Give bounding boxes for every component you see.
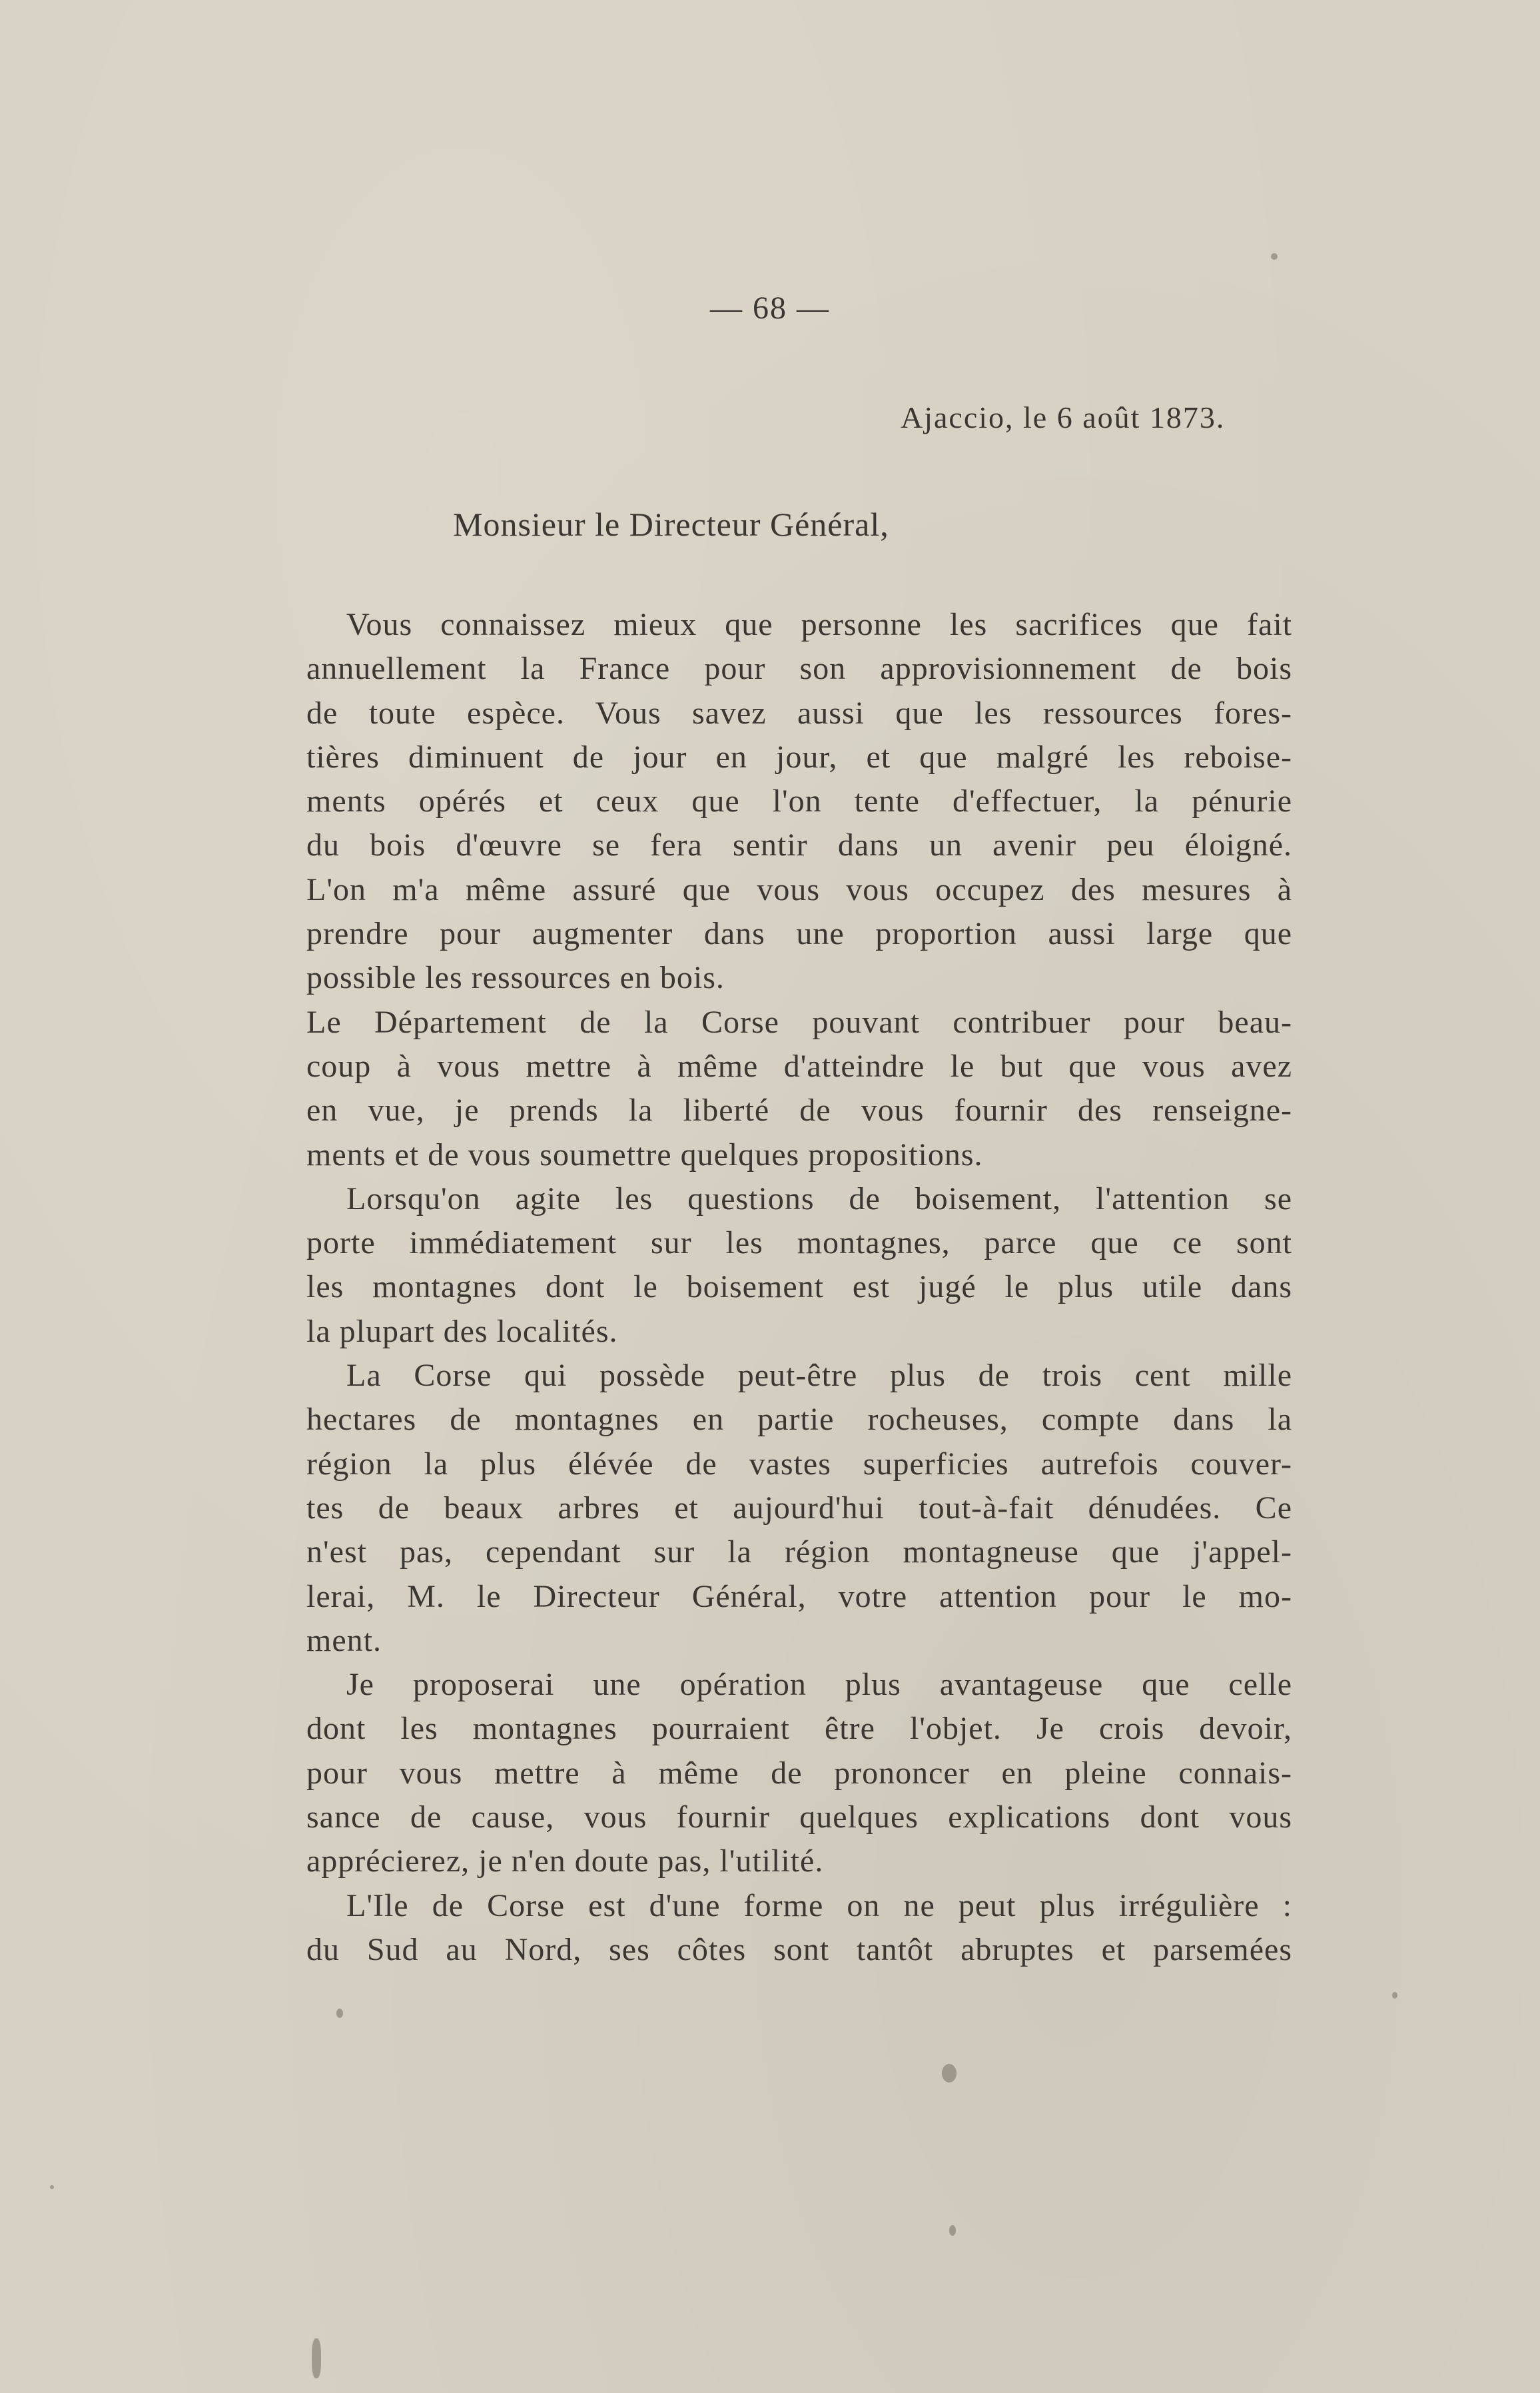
text-line: L'Ile de Corse est d'une forme on ne peut plus irrégulière : [346,1887,1292,1923]
text-line: du Sud au Nord, ses côtes sont tantôt abruptes et parsemées [306,1931,1292,1967]
text-line: en vue, je prends la liberté de vous fournir des renseigne- [306,1093,1292,1129]
letter-salutation: Monsieur le Directeur Général, [453,506,889,543]
text-line: du bois d'œuvre se fera sentir dans un avenir peu éloigné. [306,827,1292,863]
text-line: porte immédiatement sur les montagnes, parce que ce sont [306,1225,1292,1261]
text-line: apprécierez, je n'en doute pas, l'utilité. [306,1843,824,1879]
text-line: prendre pour augmenter dans une proportion aussi large que [306,916,1292,952]
text-line: les montagnes dont le boisement est jugé le plus utile dans [306,1269,1292,1305]
text-line: Je proposerai une opération plus avantageuse que celle [346,1667,1292,1703]
letter-dateline: Ajaccio, le 6 août 1873. [901,400,1226,434]
text-line: pour vous mettre à même de prononcer en pleine connais- [306,1755,1292,1791]
text-line: Vous connaissez mieux que personne les sacrifices que fait [346,607,1292,642]
text-line: Lorsqu'on agite les questions de boisement, l'attention se [346,1181,1292,1216]
paper-speck [312,2338,321,2378]
paper-speck [50,2185,54,2189]
letter-body [306,603,1292,1972]
text-line: ment. [306,1622,382,1658]
paper-speck [336,2009,343,2018]
text-line: la plupart des localités. [306,1313,618,1349]
text-line: région la plus élévée de vastes superficies autrefois couver- [306,1446,1292,1482]
paper-speck [1392,1992,1397,1999]
text-line: possible les ressources en bois. [306,960,725,996]
text-line: hectares de montagnes en partie rocheuses, compte dans la [306,1402,1292,1438]
page-number: — 68 — [710,290,830,326]
text-line: tières diminuent de jour en jour, et que malgré les reboise- [306,739,1292,775]
text-line: lerai, M. le Directeur Général, votre attention pour le mo- [306,1578,1292,1614]
text-line: ments opérés et ceux que l'on tente d'effectuer, la pénurie [306,783,1292,819]
text-line: ments et de vous soumettre quelques propositions. [306,1137,983,1173]
text-line: tes de beaux arbres et aujourd'hui tout-à-fait dénudées. Ce [306,1490,1292,1526]
text-line: n'est pas, cependant sur la région montagneuse que j'appel- [306,1534,1292,1570]
text-line: dont les montagnes pourraient être l'objet. Je crois devoir, [306,1711,1292,1747]
paper-speck [949,2225,956,2236]
text-line: de toute espèce. Vous savez aussi que les ressources fores- [306,695,1292,731]
text-line: coup à vous mettre à même d'atteindre le but que vous avez [306,1048,1292,1084]
text-line: sance de cause, vous fournir quelques explications dont vous [306,1799,1292,1835]
text-line: annuellement la France pour son approvisionnement de bois [306,651,1292,687]
paper-speck [942,2064,957,2083]
text-line: La Corse qui possède peut-être plus de trois cent mille [346,1358,1292,1394]
paper-speck [1271,253,1278,260]
text-line: L'on m'a même assuré que vous vous occupez des mesures à [306,871,1292,907]
text-line: Le Département de la Corse pouvant contribuer pour beau- [306,1004,1292,1040]
